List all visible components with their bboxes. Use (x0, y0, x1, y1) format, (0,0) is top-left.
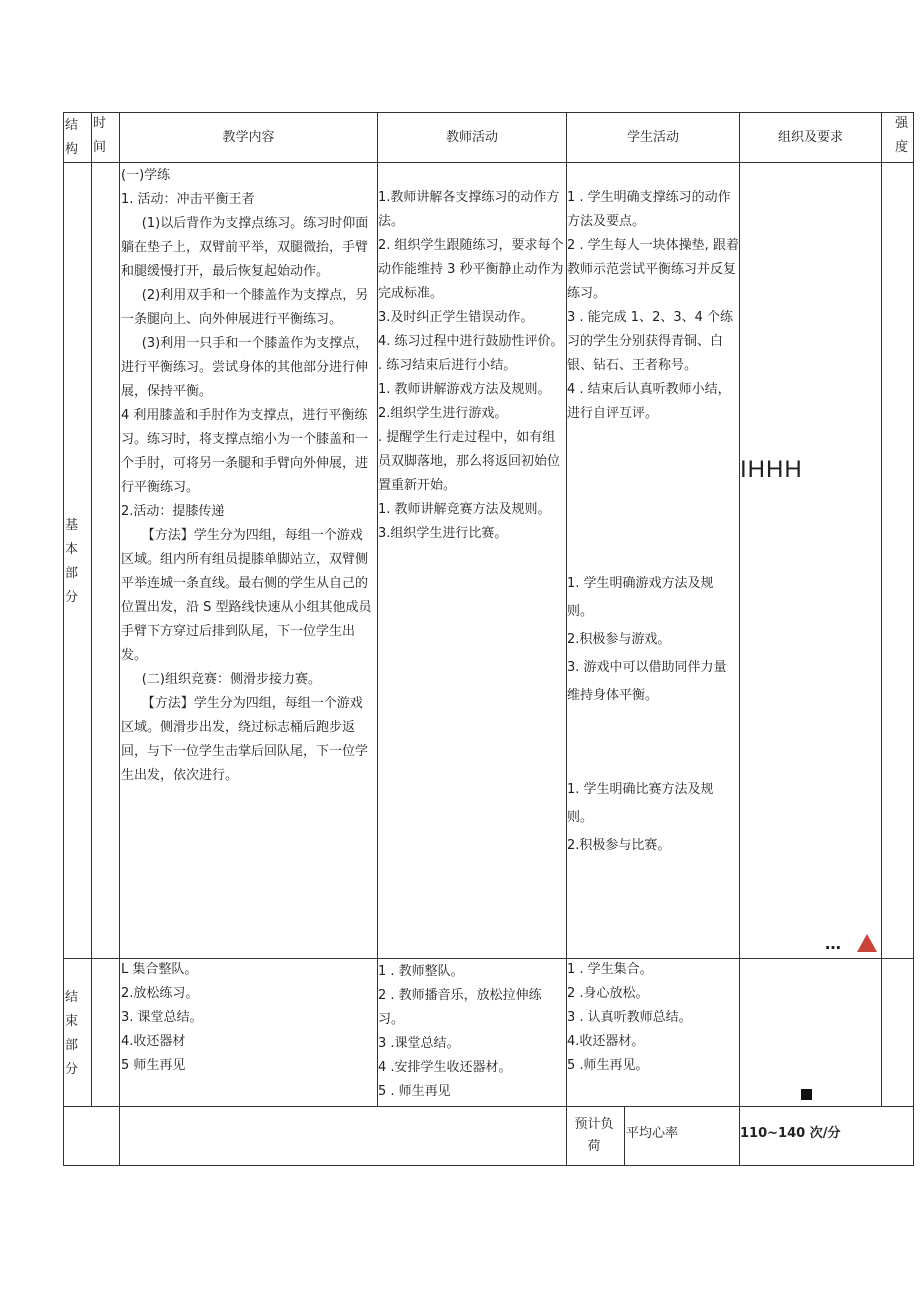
teacher-line: 2. 组织学生跟随练习，要求每个动作能维持 3 秒平衡静止动作为完成标准。 (378, 238, 564, 301)
teacher-line: . 提醒学生行走过程中，如有组员双脚落地，那么将返回初始位置重新开始。 (378, 430, 561, 493)
content-line: 4.收还器材 (121, 1034, 186, 1049)
footer-load-label: 预计负荷 (574, 1117, 614, 1154)
org-mark: IHHH (740, 456, 803, 483)
content-line: 3. 课堂总结。 (121, 1010, 203, 1025)
end-student (567, 958, 739, 1106)
student-line: 2.积极参与比赛。 (567, 838, 671, 853)
teacher-line: 2 . 教师播音乐，放松拉伸练习。 (378, 988, 542, 1027)
student-line: 5 .师生再见。 (567, 1058, 649, 1073)
content-line: 【方法】学生分为四组，每组一个游戏区域。组内所有组员提膝单脚站立，双臂侧平举连城一条直线。最右侧的学生从自己的位置出发，沿 S 型路线快速从小组其他成员手臂下方穿过后排到队尾，下一位学生出发。 (121, 528, 372, 663)
teacher-line: 2.组织学生进行游戏。 (378, 406, 508, 421)
student-line: 4 . 结束后认真听教师小结，进行自评互评。 (567, 382, 731, 421)
footer-heart-value: 110~140 次/分 (740, 1126, 841, 1141)
end-teacher (378, 960, 566, 1106)
square-marker (801, 1089, 812, 1100)
triangle-marker (857, 934, 877, 952)
header-student: 学生活动 (626, 129, 679, 145)
teacher-line: 4. 练习过程中进行鼓励性评价。 (378, 334, 564, 349)
student-line: 4.收还器材。 (567, 1034, 645, 1049)
footer-heart-label: 平均心率 (626, 1126, 679, 1141)
teacher-line: 1. 教师讲解游戏方法及规则。 (378, 382, 551, 397)
dots-marker: … (825, 934, 843, 953)
content-line: (一)学练 (121, 168, 171, 183)
teacher-line: 4 .安排学生收还器材。 (378, 1060, 512, 1075)
student-line: 1 . 学生明确支撑练习的动作方法及要点。 (567, 190, 731, 229)
header-organization: 组织及要求 (777, 129, 843, 145)
student-line: 2.积极参与游戏。 (567, 632, 671, 647)
basic-student-2 (567, 570, 739, 720)
teacher-line: 5 . 师生再见 (378, 1084, 451, 1099)
student-line: 3 . 能完成 1、2、3、4 个练习的学生分别获得青铜、白银、钻石、王者称号。 (567, 310, 734, 373)
teacher-line: 1.教师讲解各支撑练习的动作方法。 (378, 190, 560, 229)
header-structure: 结构 (65, 118, 79, 157)
lesson-plan-table (63, 112, 914, 1166)
basic-content (121, 164, 375, 956)
student-line: 2 . 学生每人一块体操垫, 跟着教师示范尝试平衡练习并反复练习。 (567, 238, 739, 301)
teacher-line: 3.及时纠正学生错误动作。 (378, 310, 534, 325)
teacher-line: 1 . 教师整队。 (378, 964, 464, 979)
teacher-line: 1. 教师讲解竞赛方法及规则。 (378, 502, 551, 517)
student-line: 1. 学生明确游戏方法及规则。 (567, 576, 714, 619)
header-teacher: 教师活动 (445, 129, 498, 145)
header-time: 时间 (93, 116, 107, 155)
content-line: 1. 活动：冲击平衡王者 (121, 192, 255, 207)
teacher-line: . 练习结束后进行小结。 (378, 358, 517, 373)
basic-student-3 (567, 776, 739, 866)
basic-teacher (378, 186, 566, 956)
student-line: 1. 学生明确比赛方法及规则。 (567, 782, 714, 825)
content-line: 2.活动：提膝传递 (121, 504, 225, 519)
content-line: 2.放松练习。 (121, 986, 199, 1001)
end-content (121, 958, 375, 1106)
student-line: 1 . 学生集合。 (567, 962, 653, 977)
content-line: L 集合整队。 (121, 962, 198, 977)
content-line: 5 师生再见 (121, 1058, 186, 1073)
content-line: (二)组织竞赛：侧滑步接力赛。 (141, 672, 321, 687)
content-line: 【方法】学生分为四组，每组一个游戏区域。侧滑步出发，绕过标志桶后跑步返回，与下一位学生击掌后回队尾，下一位学生出发，依次进行。 (121, 696, 369, 783)
student-line: 3. 游戏中可以借助同伴力量维持身体平衡。 (567, 660, 727, 703)
content-line: (2)利用双手和一个膝盖作为支撑点，另一条腿向上、向外伸展进行平衡练习。 (121, 288, 369, 327)
header-content: 教学内容 (222, 129, 275, 145)
header-intensity: 强度 (895, 116, 909, 155)
section-label-basic: 基本部分 (65, 518, 79, 605)
content-line: (3)利用一只手和一个膝盖作为支撑点，进行平衡练习。尝试身体的其他部分进行伸展，保持平衡。 (121, 336, 369, 399)
teacher-line: 3 .课堂总结。 (378, 1036, 460, 1051)
student-line: 3 . 认真听教师总结。 (567, 1010, 692, 1025)
content-line: 4 利用膝盖和手肘作为支撑点，进行平衡练习。练习时，将支撑点缩小为一个膝盖和一个手肘，可将另一条腿和手臂向外伸展，进行平衡练习。 (121, 408, 369, 495)
section-label-end: 结束部分 (65, 990, 79, 1077)
content-line: (1)以后背作为支撑点练习。练习时仰面躺在垫子上，双臂前平举，双腿微抬，手臂和腿缓慢打开，最后恢复起始动作。 (121, 216, 369, 279)
teacher-line: 3.组织学生进行比赛。 (378, 526, 508, 541)
student-line: 2 .身心放松。 (567, 986, 649, 1001)
basic-student-1 (567, 186, 739, 436)
